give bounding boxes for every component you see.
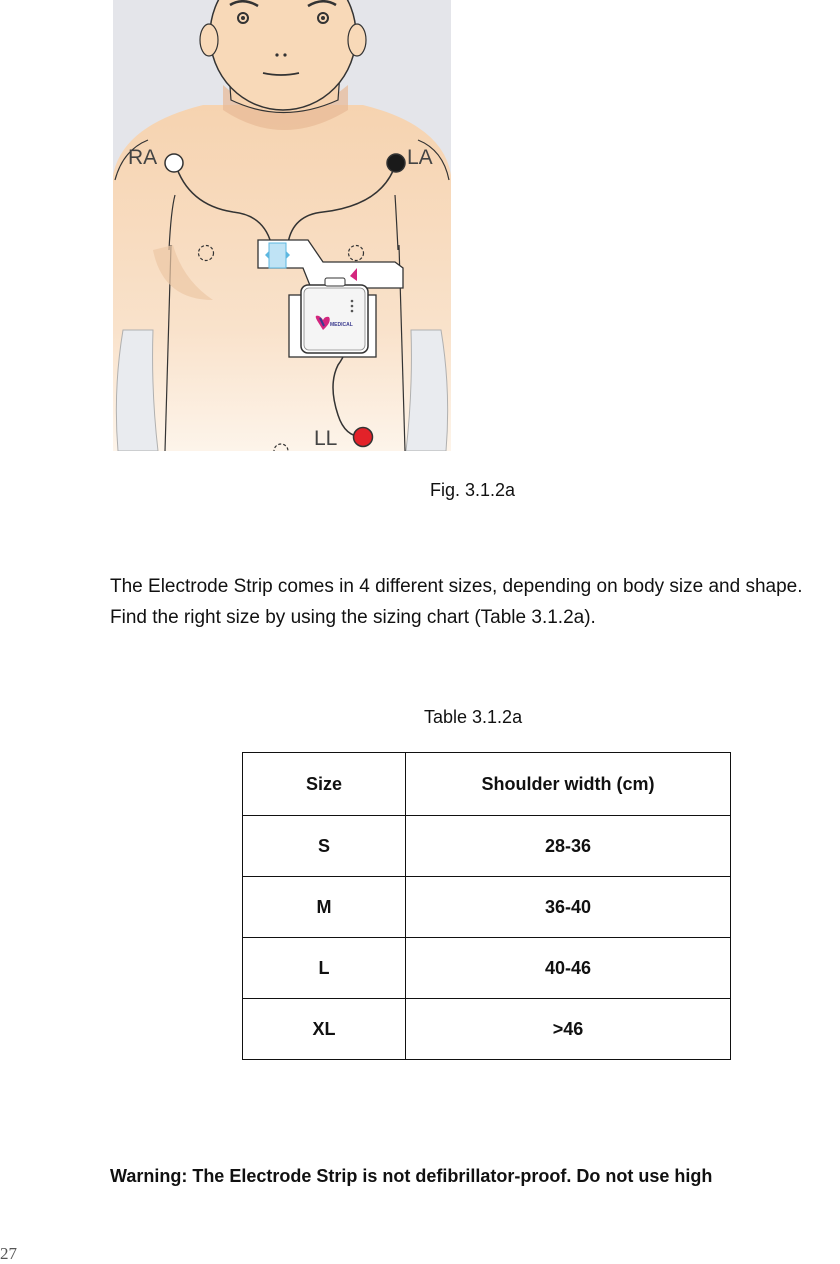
electrode-placement-figure [113,0,451,451]
size-cell: L [243,938,406,999]
table-row [243,816,731,877]
width-cell: 28-36 [406,816,731,877]
header-shoulder-width: Shoulder width (cm) [406,753,731,816]
body-paragraph: The Electrode Strip comes in 4 different sizes, depending on body size and shape. Find the right size by using the sizing chart (Table 3.1.2a). [110,576,803,628]
header-size: Size [243,753,406,816]
width-cell: >46 [406,999,731,1060]
la-electrode [387,154,405,172]
table-header-row [243,753,731,816]
ra-label: RA [128,146,158,169]
width-cell: 40-46 [406,938,731,999]
device-brand-text: MEDICAL [330,322,353,328]
warning-text: Warning: The Electrode Strip is not defibrillator-proof. Do not use high [110,1166,713,1186]
ll-electrode [354,428,373,447]
size-cell: XL [243,999,406,1060]
la-label: LA [407,146,433,169]
ll-label: LL [314,427,338,450]
sizing-table [242,752,731,1060]
ra-electrode [165,154,183,172]
table-row [243,938,731,999]
width-cell: 36-40 [406,877,731,938]
size-cell: S [243,816,406,877]
page-number: 27 [0,1244,17,1263]
table-row [243,877,731,938]
table-row [243,999,731,1060]
figure-caption: Fig. 3.1.2a [430,480,516,500]
table-caption: Table 3.1.2a [424,707,523,727]
size-cell: M [243,877,406,938]
